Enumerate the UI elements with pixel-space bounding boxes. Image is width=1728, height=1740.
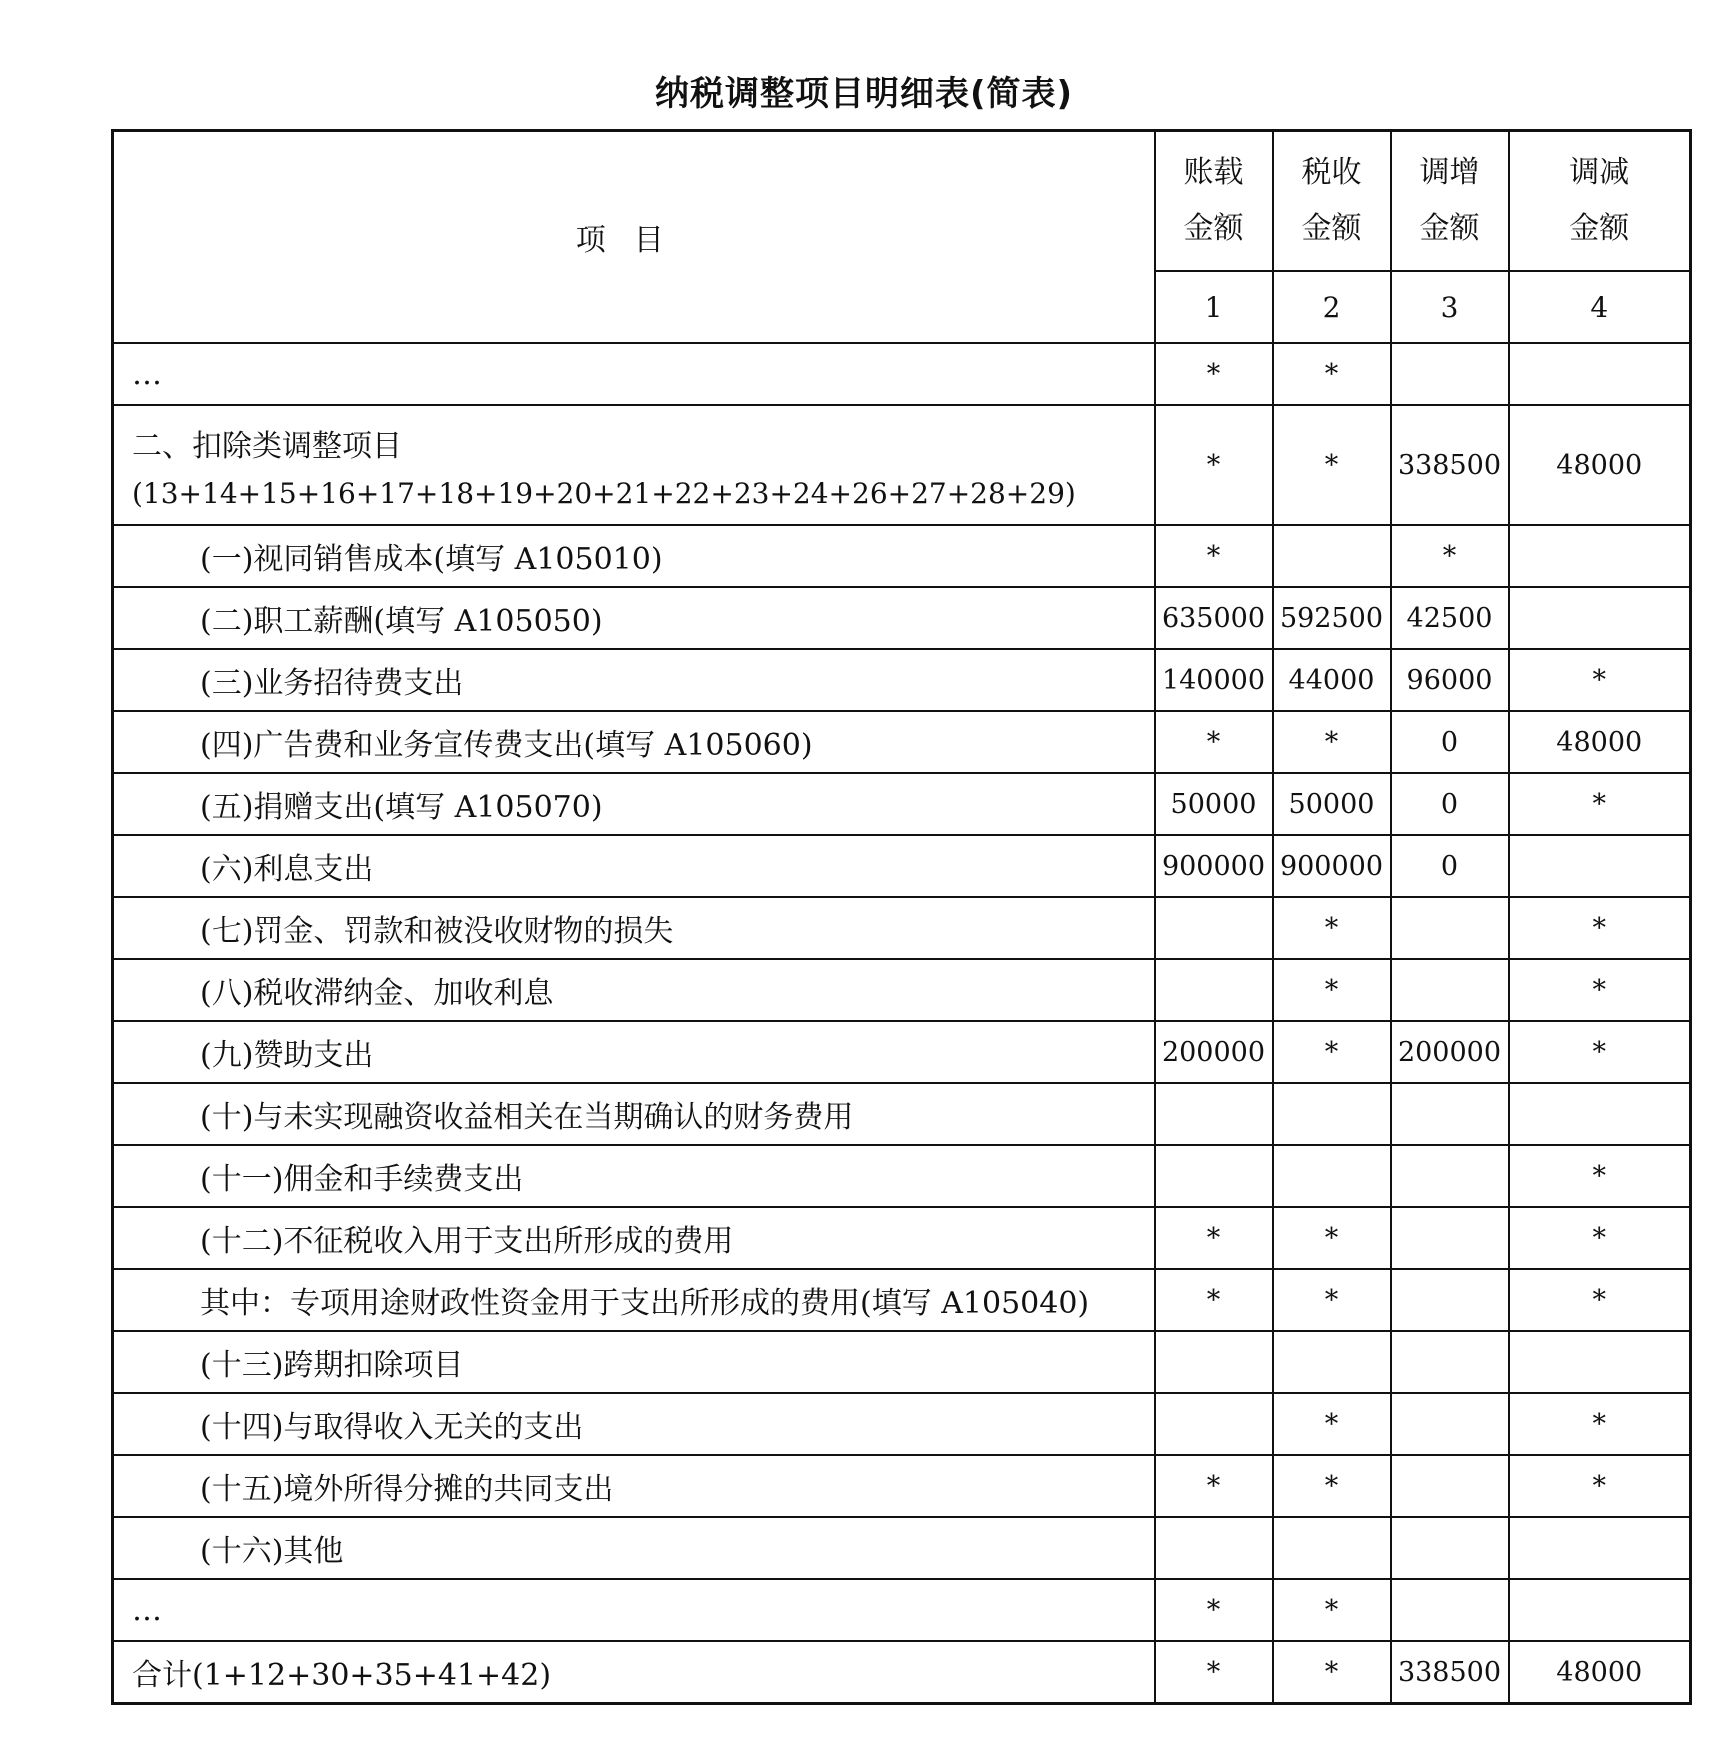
row-label xyxy=(113,1269,1155,1331)
row-label xyxy=(113,1641,1155,1704)
cell-col-4 xyxy=(1509,835,1691,897)
cell-col-2: * xyxy=(1273,897,1391,959)
table-row xyxy=(113,959,1691,1021)
header-decrease-amount: 调减 金额 xyxy=(1509,131,1691,272)
table-row xyxy=(113,835,1691,897)
table-row xyxy=(113,1145,1691,1207)
table-row xyxy=(113,1083,1691,1145)
cell-col-4 xyxy=(1509,1331,1691,1393)
table-title: 纳税调整项目明细表(简表) xyxy=(654,74,1074,114)
cell-col-2: * xyxy=(1273,1021,1391,1083)
cell-col-4: * xyxy=(1509,1269,1691,1331)
cell-col-4: * xyxy=(1509,897,1691,959)
cell-col-3 xyxy=(1391,897,1509,959)
cell-col-1: * xyxy=(1155,1579,1273,1641)
cell-col-4 xyxy=(1509,525,1691,587)
cell-col-1: * xyxy=(1155,1269,1273,1331)
cell-col-3 xyxy=(1391,1517,1509,1579)
row-label xyxy=(113,1021,1155,1083)
header-increase-amount: 调增 金额 xyxy=(1391,131,1509,272)
row-label xyxy=(113,587,1155,649)
cell-col-1 xyxy=(1155,1517,1273,1579)
row-label xyxy=(113,525,1155,587)
row-label-text: … xyxy=(132,356,162,392)
cell-col-3 xyxy=(1391,1393,1509,1455)
cell-col-3 xyxy=(1391,959,1509,1021)
row-label-text: (三)业务招待费支出 xyxy=(200,666,464,701)
cell-col-3: 42500 xyxy=(1391,587,1509,649)
table-row xyxy=(113,405,1691,525)
row-label xyxy=(113,959,1155,1021)
row-label xyxy=(113,649,1155,711)
table-row xyxy=(113,1269,1691,1331)
cell-col-2 xyxy=(1273,1517,1391,1579)
table-row xyxy=(113,773,1691,835)
cell-col-1: * xyxy=(1155,1641,1273,1704)
cell-col-2: * xyxy=(1273,1269,1391,1331)
cell-col-3: 338500 xyxy=(1391,1641,1509,1704)
cell-col-3 xyxy=(1391,1145,1509,1207)
cell-col-2 xyxy=(1273,1331,1391,1393)
table-row xyxy=(113,1331,1691,1393)
cell-col-1: * xyxy=(1155,405,1273,525)
table-row xyxy=(113,525,1691,587)
row-label-text: (二)职工薪酬(填写 A105050) xyxy=(200,604,603,639)
cell-col-1 xyxy=(1155,1393,1273,1455)
tax-adjustment-table xyxy=(111,129,1692,1705)
table-row xyxy=(113,1021,1691,1083)
cell-col-4 xyxy=(1509,343,1691,405)
cell-col-2: 50000 xyxy=(1273,773,1391,835)
row-label-text: 其中：专项用途财政性资金用于支出所形成的费用(填写 A105040) xyxy=(200,1286,1090,1321)
cell-col-3: 0 xyxy=(1391,711,1509,773)
row-label xyxy=(113,1331,1155,1393)
cell-col-2: 592500 xyxy=(1273,587,1391,649)
cell-col-1 xyxy=(1155,897,1273,959)
cell-col-4: * xyxy=(1509,1145,1691,1207)
table-row xyxy=(113,1393,1691,1455)
row-label-text: 合计(1+12+30+35+41+42) xyxy=(132,1658,552,1693)
header-tax-amount: 税收 金额 xyxy=(1273,131,1391,272)
cell-col-1: * xyxy=(1155,711,1273,773)
cell-col-2: * xyxy=(1273,959,1391,1021)
cell-col-3 xyxy=(1391,1269,1509,1331)
cell-col-3 xyxy=(1391,1207,1509,1269)
cell-col-2 xyxy=(1273,525,1391,587)
header-book-amount: 账载 金额 xyxy=(1155,131,1273,272)
row-label-text: (十六)其他 xyxy=(200,1534,344,1569)
cell-col-1: 140000 xyxy=(1155,649,1273,711)
cell-col-3: 96000 xyxy=(1391,649,1509,711)
table-row xyxy=(113,897,1691,959)
row-label xyxy=(113,1393,1155,1455)
table-row xyxy=(113,1517,1691,1579)
cell-col-4: * xyxy=(1509,649,1691,711)
cell-col-3 xyxy=(1391,1579,1509,1641)
row-label-text: (九)赞助支出 xyxy=(200,1038,374,1073)
cell-col-3 xyxy=(1391,343,1509,405)
cell-col-1: 635000 xyxy=(1155,587,1273,649)
cell-col-3: 0 xyxy=(1391,835,1509,897)
row-formula-text: (13+14+15+16+17+18+19+20+21+22+23+24+26+27+28+29) xyxy=(132,476,1076,510)
header-col-number: 2 xyxy=(1273,271,1391,343)
cell-col-4 xyxy=(1509,1517,1691,1579)
row-label-text: (十一)佣金和手续费支出 xyxy=(200,1162,524,1197)
cell-col-1: 200000 xyxy=(1155,1021,1273,1083)
table-row xyxy=(113,1579,1691,1641)
header-col-number: 1 xyxy=(1155,271,1273,343)
cell-col-3: * xyxy=(1391,525,1509,587)
cell-col-4 xyxy=(1509,1579,1691,1641)
cell-col-1: 50000 xyxy=(1155,773,1273,835)
cell-col-4: * xyxy=(1509,959,1691,1021)
cell-col-1 xyxy=(1155,1331,1273,1393)
row-label-text: (十三)跨期扣除项目 xyxy=(200,1348,464,1383)
cell-col-1: * xyxy=(1155,525,1273,587)
row-label-text: (一)视同销售成本(填写 A105010) xyxy=(200,542,663,577)
cell-col-2: * xyxy=(1273,1641,1391,1704)
cell-col-4 xyxy=(1509,587,1691,649)
row-label xyxy=(113,1579,1155,1641)
table-row xyxy=(113,587,1691,649)
cell-col-2: * xyxy=(1273,711,1391,773)
row-label xyxy=(113,835,1155,897)
table-row xyxy=(113,1641,1691,1704)
cell-col-2 xyxy=(1273,1083,1391,1145)
cell-col-2: * xyxy=(1273,405,1391,525)
row-label-text: 二、扣除类调整项目 xyxy=(132,428,402,464)
row-label-text: (四)广告费和业务宣传费支出(填写 A105060) xyxy=(200,728,813,763)
header-col-number: 4 xyxy=(1509,271,1691,343)
cell-col-3 xyxy=(1391,1331,1509,1393)
row-label-text: (十四)与取得收入无关的支出 xyxy=(200,1410,584,1445)
cell-col-2: 44000 xyxy=(1273,649,1391,711)
cell-col-4: 48000 xyxy=(1509,1641,1691,1704)
cell-col-2: * xyxy=(1273,1455,1391,1517)
cell-col-4: * xyxy=(1509,1393,1691,1455)
table-row xyxy=(113,1455,1691,1517)
row-label-text: (十二)不征税收入用于支出所形成的费用 xyxy=(200,1224,734,1259)
row-label-text: … xyxy=(132,1592,162,1628)
row-label xyxy=(113,1083,1155,1145)
row-label xyxy=(113,343,1155,405)
cell-col-4: * xyxy=(1509,1021,1691,1083)
cell-col-4: 48000 xyxy=(1509,711,1691,773)
cell-col-3: 338500 xyxy=(1391,405,1509,525)
cell-col-3 xyxy=(1391,1455,1509,1517)
row-label-text: (六)利息支出 xyxy=(200,852,374,887)
cell-col-4: 48000 xyxy=(1509,405,1691,525)
cell-col-4: * xyxy=(1509,1207,1691,1269)
cell-col-2: * xyxy=(1273,1207,1391,1269)
cell-col-2: 900000 xyxy=(1273,835,1391,897)
cell-col-1 xyxy=(1155,1145,1273,1207)
row-label xyxy=(113,773,1155,835)
cell-col-3: 200000 xyxy=(1391,1021,1509,1083)
cell-col-4 xyxy=(1509,1083,1691,1145)
cell-col-1: * xyxy=(1155,1455,1273,1517)
cell-col-1 xyxy=(1155,1083,1273,1145)
row-label-text: (七)罚金、罚款和被没收财物的损失 xyxy=(200,914,674,949)
header-col-number: 3 xyxy=(1391,271,1509,343)
table-row xyxy=(113,649,1691,711)
row-label xyxy=(113,897,1155,959)
cell-col-1: * xyxy=(1155,343,1273,405)
table-row xyxy=(113,343,1691,405)
table-row xyxy=(113,1207,1691,1269)
cell-col-2: * xyxy=(1273,343,1391,405)
cell-col-4: * xyxy=(1509,1455,1691,1517)
cell-col-1 xyxy=(1155,959,1273,1021)
row-label xyxy=(113,1455,1155,1517)
row-label xyxy=(113,1207,1155,1269)
table-row xyxy=(113,711,1691,773)
cell-col-3: 0 xyxy=(1391,773,1509,835)
row-label xyxy=(113,1145,1155,1207)
row-label-text: (十)与未实现融资收益相关在当期确认的财务费用 xyxy=(200,1100,854,1135)
row-label-text: (十五)境外所得分摊的共同支出 xyxy=(200,1472,614,1507)
row-label xyxy=(113,711,1155,773)
cell-col-2 xyxy=(1273,1145,1391,1207)
cell-col-1: 900000 xyxy=(1155,835,1273,897)
row-label-text: (八)税收滞纳金、加收利息 xyxy=(200,976,554,1011)
cell-col-4: * xyxy=(1509,773,1691,835)
cell-col-2: * xyxy=(1273,1393,1391,1455)
row-label xyxy=(113,405,1155,525)
row-label xyxy=(113,1517,1155,1579)
cell-col-3 xyxy=(1391,1083,1509,1145)
cell-col-1: * xyxy=(1155,1207,1273,1269)
cell-col-2: * xyxy=(1273,1579,1391,1641)
header-item: 项目 xyxy=(113,131,1155,344)
row-label-text: (五)捐赠支出(填写 A105070) xyxy=(200,790,603,825)
